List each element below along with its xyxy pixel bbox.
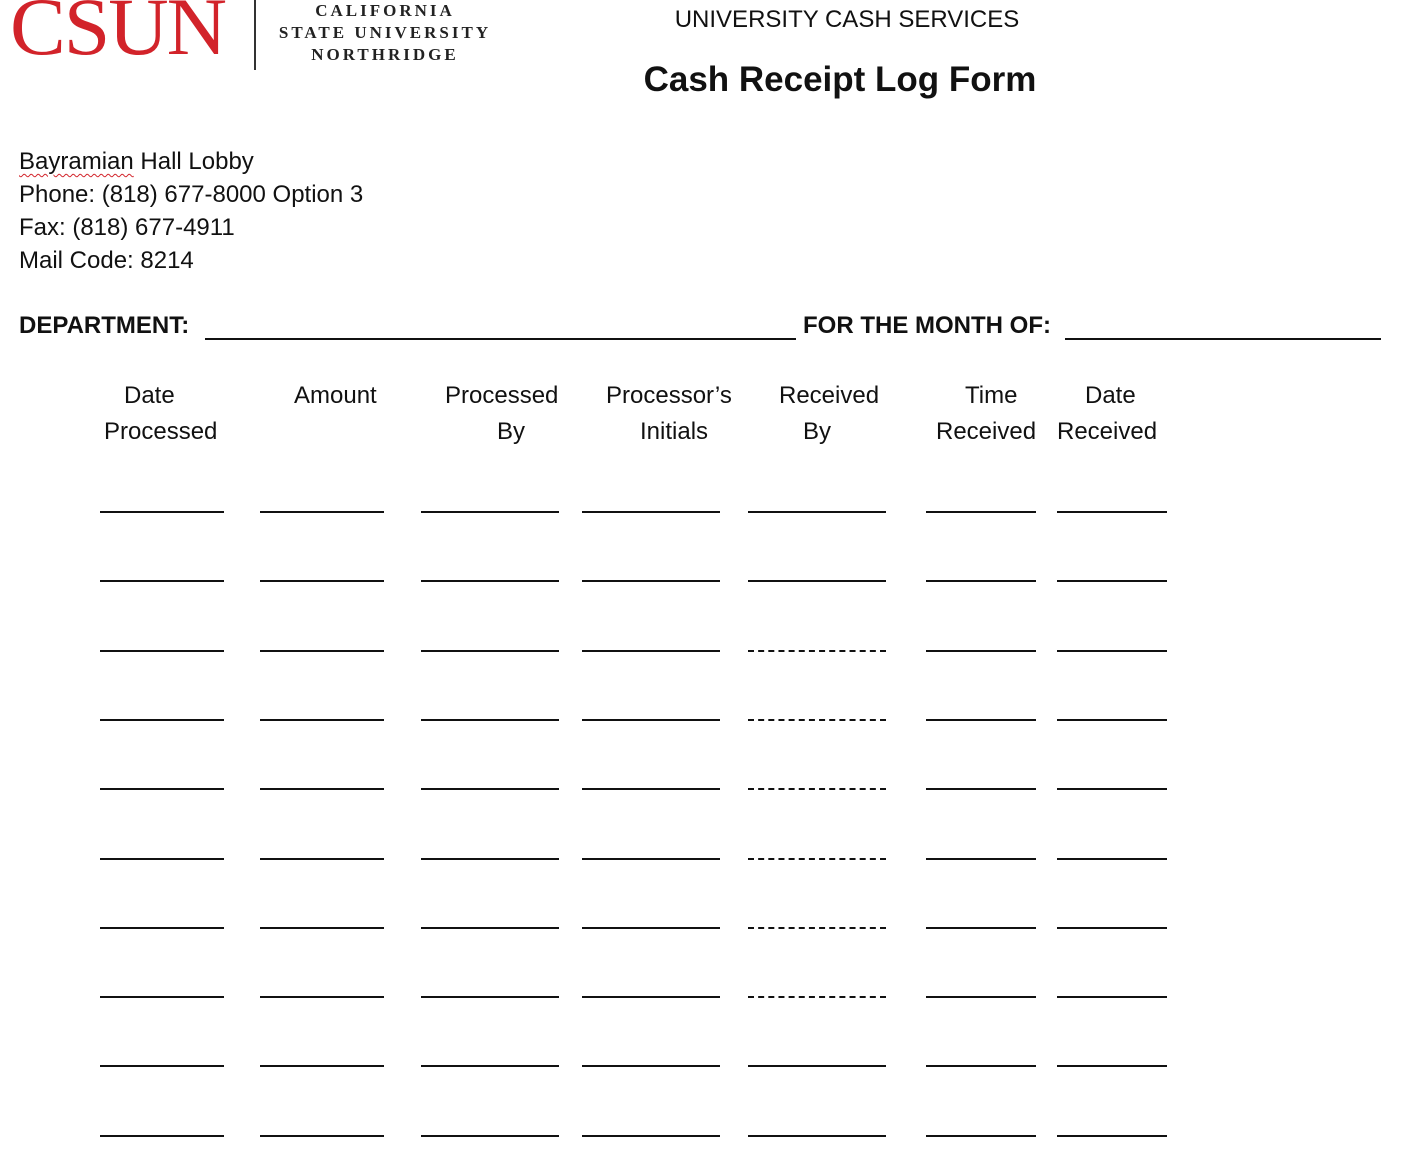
blank-field-processors-initials[interactable] bbox=[582, 788, 720, 790]
col-header-line: Date bbox=[124, 382, 175, 409]
form-fields-row bbox=[19, 312, 1384, 344]
col-header-line: Initials bbox=[640, 418, 709, 445]
blank-field-processed-by[interactable] bbox=[421, 1065, 559, 1067]
blank-field-time-received[interactable] bbox=[926, 788, 1036, 790]
org-title: UNIVERSITY CASH SERVICES bbox=[674, 6, 1020, 33]
blank-field-date-received[interactable] bbox=[1057, 511, 1167, 513]
blank-field-amount[interactable] bbox=[260, 580, 384, 582]
department-field[interactable] bbox=[205, 338, 796, 340]
month-field[interactable] bbox=[1065, 338, 1381, 340]
col-header-processed-by bbox=[445, 378, 558, 450]
blank-field-time-received[interactable] bbox=[926, 719, 1036, 721]
blank-field-amount[interactable] bbox=[260, 788, 384, 790]
form-title: Cash Receipt Log Form bbox=[643, 60, 1037, 99]
blank-field-date-received[interactable] bbox=[1057, 650, 1167, 652]
logo-line-1: CALIFORNIA bbox=[315, 1, 455, 20]
blank-field-processed-by[interactable] bbox=[421, 650, 559, 652]
blank-field-processed-by[interactable] bbox=[421, 996, 559, 998]
blank-field-received-by[interactable] bbox=[748, 858, 886, 860]
blank-field-processors-initials[interactable] bbox=[582, 580, 720, 582]
col-header-date-processed bbox=[104, 378, 217, 450]
location-rest: Hall Lobby bbox=[133, 148, 254, 175]
col-header-line: Processed bbox=[445, 382, 559, 409]
blank-field-date-processed[interactable] bbox=[100, 927, 224, 929]
blank-field-date-received[interactable] bbox=[1057, 996, 1167, 998]
blank-field-received-by[interactable] bbox=[748, 788, 886, 790]
blank-field-date-received[interactable] bbox=[1057, 1135, 1167, 1137]
blank-field-time-received[interactable] bbox=[926, 996, 1036, 998]
col-header-line: Processed bbox=[104, 418, 218, 445]
blank-field-amount[interactable] bbox=[260, 511, 384, 513]
col-header-line: Amount bbox=[294, 382, 377, 409]
contact-fax: Fax: (818) 677-4911 bbox=[19, 214, 235, 241]
department-label: DEPARTMENT: bbox=[19, 312, 190, 339]
blank-field-amount[interactable] bbox=[260, 858, 384, 860]
col-header-line: By bbox=[803, 418, 832, 445]
col-header-line: Received bbox=[779, 382, 880, 409]
blank-field-amount[interactable] bbox=[260, 1065, 384, 1067]
blank-field-processors-initials[interactable] bbox=[582, 996, 720, 998]
blank-field-received-by[interactable] bbox=[748, 580, 886, 582]
blank-field-received-by[interactable] bbox=[748, 1135, 886, 1137]
blank-field-time-received[interactable] bbox=[926, 650, 1036, 652]
blank-field-date-processed[interactable] bbox=[100, 858, 224, 860]
blank-field-processors-initials[interactable] bbox=[582, 858, 720, 860]
blank-field-date-received[interactable] bbox=[1057, 1065, 1167, 1067]
col-header-date-received bbox=[1057, 378, 1157, 450]
col-header-line: Received bbox=[936, 418, 1037, 445]
blank-field-date-processed[interactable] bbox=[100, 650, 224, 652]
blank-field-processed-by[interactable] bbox=[421, 858, 559, 860]
contact-location bbox=[19, 145, 363, 178]
blank-field-amount[interactable] bbox=[260, 650, 384, 652]
blank-field-date-received[interactable] bbox=[1057, 858, 1167, 860]
blank-field-processed-by[interactable] bbox=[421, 788, 559, 790]
location-name: Bayramian bbox=[19, 148, 134, 175]
blank-field-time-received[interactable] bbox=[926, 511, 1036, 513]
logo-line-2: STATE UNIVERSITY bbox=[278, 23, 492, 42]
blank-field-processed-by[interactable] bbox=[421, 511, 559, 513]
blank-field-processed-by[interactable] bbox=[421, 580, 559, 582]
blank-field-received-by[interactable] bbox=[748, 511, 886, 513]
blank-field-date-received[interactable] bbox=[1057, 927, 1167, 929]
month-label: FOR THE MONTH OF: bbox=[803, 312, 1051, 339]
blank-field-date-received[interactable] bbox=[1057, 788, 1167, 790]
blank-field-date-received[interactable] bbox=[1057, 719, 1167, 721]
col-header-received-by bbox=[779, 378, 879, 450]
blank-field-time-received[interactable] bbox=[926, 927, 1036, 929]
blank-field-processed-by[interactable] bbox=[421, 1135, 559, 1137]
blank-field-date-processed[interactable] bbox=[100, 511, 224, 513]
contact-block bbox=[19, 145, 363, 277]
contact-mail-code: Mail Code: 8214 bbox=[19, 247, 194, 274]
csun-logo-mark: CSUN bbox=[10, 0, 225, 72]
col-header-processors-initials bbox=[606, 378, 732, 450]
col-header-line: Received bbox=[1057, 418, 1158, 445]
blank-field-received-by[interactable] bbox=[748, 719, 886, 721]
blank-field-date-processed[interactable] bbox=[100, 1065, 224, 1067]
col-header-amount bbox=[294, 378, 377, 414]
blank-field-processors-initials[interactable] bbox=[582, 719, 720, 721]
contact-phone: Phone: (818) 677-8000 Option 3 bbox=[19, 181, 364, 208]
blank-field-processed-by[interactable] bbox=[421, 719, 559, 721]
blank-field-processed-by[interactable] bbox=[421, 927, 559, 929]
col-header-line: Time bbox=[965, 382, 1018, 409]
blank-field-received-by[interactable] bbox=[748, 1065, 886, 1067]
blank-field-processors-initials[interactable] bbox=[582, 650, 720, 652]
col-header-line: Date bbox=[1085, 382, 1136, 409]
logo-divider bbox=[254, 0, 256, 70]
blank-field-time-received[interactable] bbox=[926, 1065, 1036, 1067]
blank-field-date-received[interactable] bbox=[1057, 580, 1167, 582]
blank-field-amount[interactable] bbox=[260, 719, 384, 721]
blank-field-time-received[interactable] bbox=[926, 858, 1036, 860]
blank-field-amount[interactable] bbox=[260, 1135, 384, 1137]
blank-field-time-received[interactable] bbox=[926, 1135, 1036, 1137]
blank-field-date-processed[interactable] bbox=[100, 996, 224, 998]
blank-field-received-by[interactable] bbox=[748, 927, 886, 929]
blank-field-date-processed[interactable] bbox=[100, 580, 224, 582]
blank-field-date-processed[interactable] bbox=[100, 788, 224, 790]
blank-field-processors-initials[interactable] bbox=[582, 927, 720, 929]
blank-field-date-processed[interactable] bbox=[100, 719, 224, 721]
col-header-line: Processor’s bbox=[606, 382, 732, 409]
blank-field-amount[interactable] bbox=[260, 996, 384, 998]
col-header-time-received bbox=[936, 378, 1036, 450]
blank-field-amount[interactable] bbox=[260, 927, 384, 929]
blank-field-time-received[interactable] bbox=[926, 580, 1036, 582]
blank-field-received-by[interactable] bbox=[748, 650, 886, 652]
blank-field-processors-initials[interactable] bbox=[582, 511, 720, 513]
logo-university-name bbox=[270, 0, 500, 66]
blank-field-processors-initials[interactable] bbox=[582, 1065, 720, 1067]
col-header-line: By bbox=[497, 418, 526, 445]
blank-field-date-processed[interactable] bbox=[100, 1135, 224, 1137]
logo-line-3: NORTHRIDGE bbox=[311, 45, 459, 64]
blank-field-received-by[interactable] bbox=[748, 996, 886, 998]
blank-field-processors-initials[interactable] bbox=[582, 1135, 720, 1137]
